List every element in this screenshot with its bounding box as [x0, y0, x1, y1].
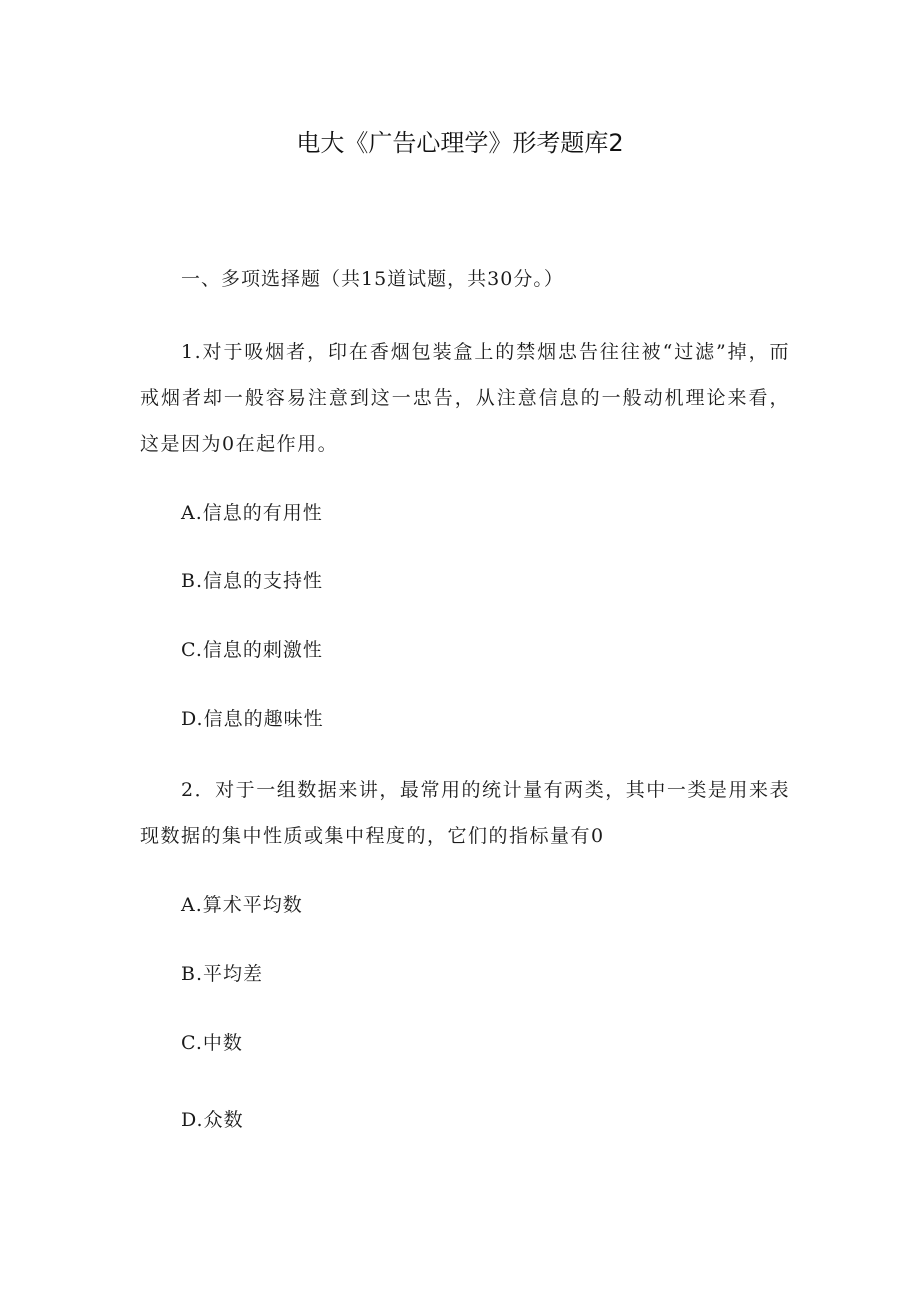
question-1-option-b: B.信息的支持性	[181, 570, 324, 592]
question-1-option-a: A.信息的有用性	[181, 502, 323, 524]
question-1-option-c: C.信息的刺激性	[181, 639, 323, 661]
question-2-option-d: D.众数	[181, 1109, 244, 1131]
question-2-option-c: C.中数	[181, 1032, 243, 1054]
document-title: 电大《广告心理学》形考题库2	[296, 129, 624, 157]
question-2-option-a: A.算术平均数	[181, 894, 303, 916]
question-1-text: 1.对于吸烟者，印在香烟包装盒上的禁烟忠告往往被“过滤”掉，而戒烟者却一般容易注意到这一忠告，从注意信息的一般动机理论来看，这是因为0在起作用。	[140, 341, 790, 455]
question-2-text: 2．对于一组数据来讲，最常用的统计量有两类，其中一类是用来表现数据的集中性质或集中程度的，它们的指标量有0	[140, 779, 790, 847]
question-1-option-d: D.信息的趣味性	[181, 708, 324, 730]
section-heading: 一、多项选择题（共15道试题，共30分。）	[181, 268, 564, 290]
question-2-option-b: B.平均差	[181, 963, 264, 985]
